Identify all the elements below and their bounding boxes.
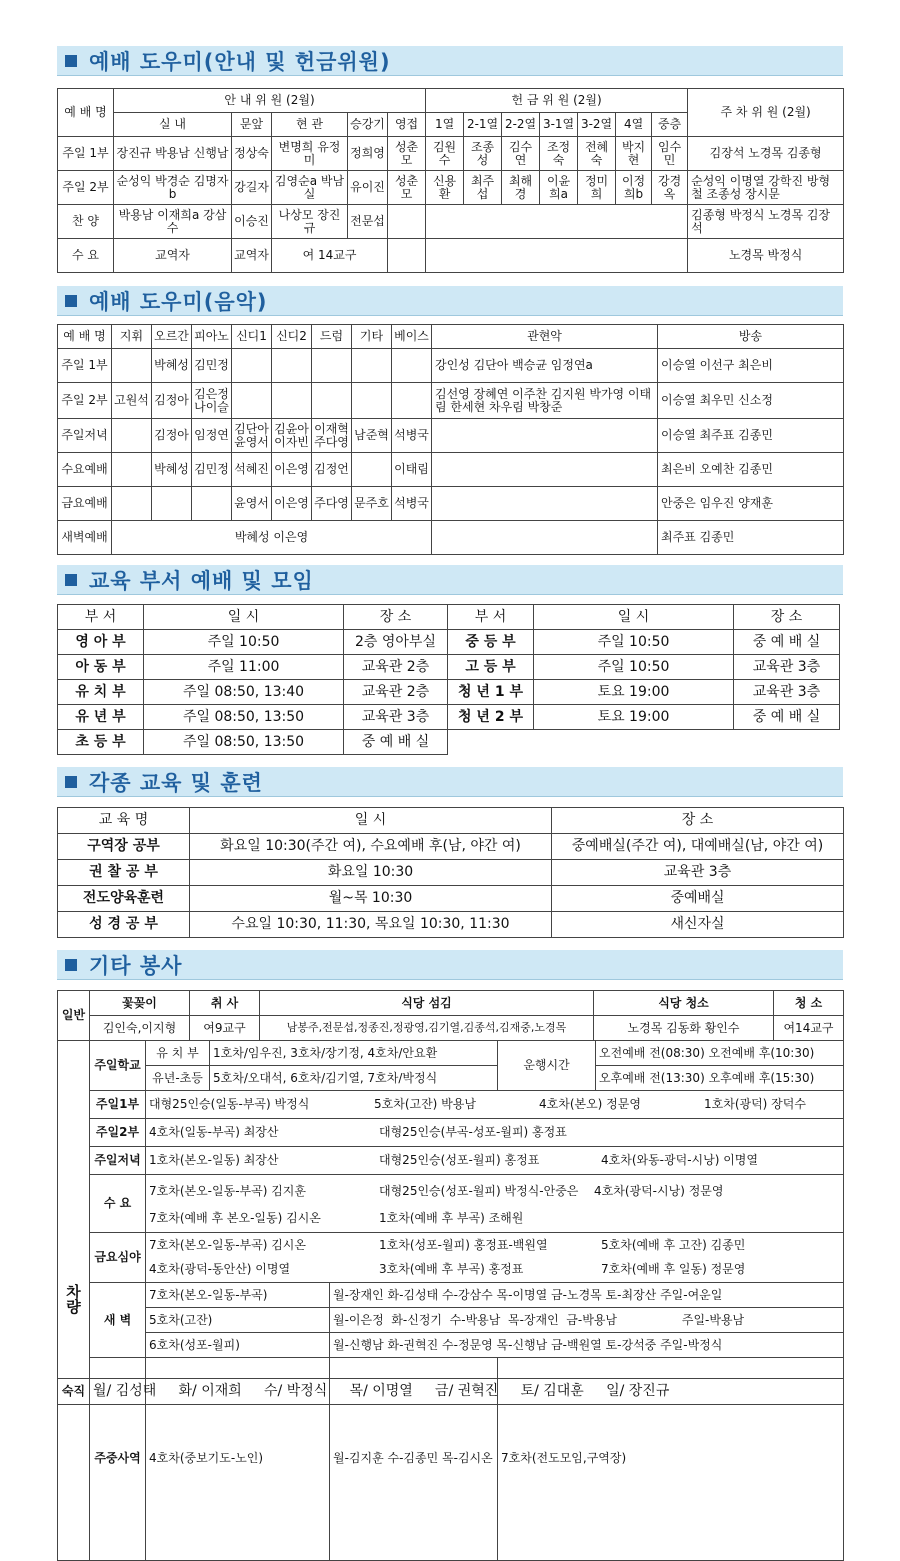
section-title-3: 교육 부서 예배 및 모임	[57, 565, 843, 595]
table-row: 권 찰 공 부 화요일 10:30 교육관 3층	[58, 860, 844, 886]
header-offering: 헌 금 위 원 (2월)	[426, 89, 688, 113]
table-row: 초 등 부 주일 08:50, 13:50 중 예 배 실	[58, 730, 840, 755]
table-row: 숙직 월/ 김성태 화/ 이재희 수/ 박정식 목/ 이명열 금/ 권혁진 토/ 김대훈 일/ 장진규	[58, 1379, 844, 1405]
table-row: 주일 2부 순성익 박경순 김명자b 강길자 김영순a 박남실 유이진 성춘모 신용환 최주섭 최해경 이윤희a 정미희 이정희b 강경옥 순성익 이명열 강학진 방형철 조종성 장시문	[58, 171, 844, 205]
square-bullet-icon	[65, 959, 77, 971]
header-row: 교 육 명 일 시 장 소	[58, 808, 844, 834]
table-vehicle	[57, 1040, 844, 1561]
table-row: 유 년 부 주일 08:50, 13:50 교육관 3층 청 년 2 부 토요 19:00 중 예 배 실	[58, 705, 840, 730]
header-row: 부 서 일 시 장 소 부 서 일 시 장 소	[58, 605, 840, 630]
table-row: 찬 양 박용남 이재희a 강삼수 이승진 나상모 장진규 전문섭 김종형 박정식 노경목 김장석	[58, 205, 844, 239]
table-row: 6호차(성포-월피) 월-신행남 화-권혁진 수-정문영 목-신행남 금-백원열 토-강석중 주일-박정식	[58, 1333, 844, 1358]
table-row: 금요심야 7호차(본오-일동-부곡) 김시온 1호차(성포-월피) 홍정표-백원열 5호차(예배 후 고잔) 김종민 4호차(광덕-동안산) 이명열 3호차(예배 후 부곡) 홍정표 7호차(예배 후 일동) 정문영	[58, 1233, 844, 1283]
subheader-row: 실 내 문앞 현 관 승강기 영접 1열 2-1열 2-2열 3-1열 3-2열 4열 중층	[58, 113, 844, 137]
section-title-2: 예배 도우미(음악)	[57, 286, 843, 316]
table-row: 주중사역 4호차(중보기도-노인) 월-김지훈 수-김종민 목-김시온 7호차(전도모임,구역장)	[58, 1358, 844, 1561]
table-row: 구역장 공부 화요일 10:30(주간 여), 수요예배 후(남, 야간 여) 중예배실(주간 여), 대예배실(남, 야간 여)	[58, 834, 844, 860]
table-row: 수 요 7호차(본오-일동-부곡) 김지훈 대형25인승(성포-월피) 박정식-안중은 4호차(광덕-시낭) 정문영 7호차(예배 후 본오-일동) 김시온 1호차(예배 후 부곡) 조해원	[58, 1175, 844, 1233]
square-bullet-icon	[65, 55, 77, 67]
table-row: 김인숙,이지형 여9교구 남봉주,전문섭,정종진,정광영,김기열,김종석,김재중,노경목 노경목 김동화 황인수 여14교구	[58, 1016, 844, 1041]
table-row: 영 아 부 주일 10:50 2층 영아부실 중 등 부 주일 10:50 중 예 배 실	[58, 630, 840, 655]
section-title-5: 기타 봉사	[57, 950, 843, 980]
table-row: 전도양육훈련 월~목 10:30 중예배실	[58, 886, 844, 912]
table-row: 새벽예배 박혜성 이은영 최주표 김종민	[58, 521, 844, 555]
section-music	[57, 286, 843, 316]
table-row: 금요예배 윤영서 이은영 주다영 문주호 석병국 안중은 임우진 양재훈	[58, 487, 844, 521]
square-bullet-icon	[65, 574, 77, 586]
header-row: 일반 꽃꽂이 취 사 식당 섬김 식당 청소 청 소	[58, 991, 844, 1016]
section-title-4: 각종 교육 및 훈련	[57, 767, 843, 797]
header-service-name: 예 배 명	[58, 89, 114, 137]
table-education-dept	[57, 604, 840, 755]
section-title-1: 예배 도우미(안내 및 헌금위원)	[57, 46, 843, 76]
table-row: 새 벽 7호차(본오-일동-부곡) 월-장재인 화-김성태 수-강삼수 목-이명열 금-노경목 토-최장산 주일-여운일	[58, 1283, 844, 1308]
table-row: 주일저녁 1호차(본오-일동) 최장산 대형25인승(성포-월피) 홍정표 4호차(와동-광덕-시낭) 이명열	[58, 1147, 844, 1175]
table-row: 주일저녁 김정아 임정연 김단아 윤영서 김윤아 이자빈 이재혁 주다영 남준혁 석병국 이승열 최주표 김종민	[58, 419, 844, 453]
table-ushers-offering	[57, 88, 844, 273]
section-other-service	[57, 950, 843, 980]
table-row: 차량 주일학교 유 치 부 1호차/임우진, 3호차/장기정, 4호차/안요환 운행시간 오전예배 전(08:30) 오전예배 후(10:30)	[58, 1041, 844, 1066]
table-row: 수 요 교역자 교역자 여 14교구 노경목 박정식	[58, 239, 844, 273]
table-general-service	[57, 990, 844, 1041]
header-row: 예 배 명 지휘 오르간 피아노 신디1 신디2 드럼 기타 베이스 관현악 방송	[58, 325, 844, 349]
table-row: 아 동 부 주일 11:00 교육관 2층 고 등 부 주일 10:50 교육관 3층	[58, 655, 840, 680]
section-education-dept	[57, 565, 843, 595]
table-music	[57, 324, 844, 555]
header-ushers: 안 내 위 원 (2월)	[114, 89, 426, 113]
table-row: 주일2부 4호차(일동-부곡) 최장산 대형25인승(부곡-성포-월피) 홍정표	[58, 1119, 844, 1147]
section-training	[57, 767, 843, 797]
table-row: 성 경 공 부 수요일 10:30, 11:30, 목요일 10:30, 11:30 새신자실	[58, 912, 844, 938]
table-row: 주일 2부 고원석 김정아 김은정 나이슬 김선영 장혜연 이주찬 김지원 박가영 이태림 한세현 차우림 박창준 이승열 최우민 신소정	[58, 383, 844, 419]
table-night-duty	[57, 1378, 844, 1405]
table-row: 주일1부 대형25인승(일동-부곡) 박정식 5호차(고잔) 박용남 4호차(본오) 정문영 1호차(광덕) 장덕수	[58, 1091, 844, 1119]
section-worship-helpers	[57, 46, 843, 76]
table-training	[57, 807, 844, 938]
square-bullet-icon	[65, 776, 77, 788]
table-row: 수요예배 박혜성 김민정 석혜진 이은영 김정언 이태림 최은비 오예찬 김종민	[58, 453, 844, 487]
table-row: 5호차(고잔) 월-이은정 화-신정기 수-박용남 목-장재인 금-박용남 주일-박용남	[58, 1308, 844, 1333]
square-bullet-icon	[65, 295, 77, 307]
header-parking: 주 차 위 원 (2월)	[688, 89, 844, 137]
table-row: 유 치 부 주일 08:50, 13:40 교육관 2층 청 년 1 부 토요 19:00 교육관 3층	[58, 680, 840, 705]
table-row: 주일 1부 박혜성 김민정 강인성 김단아 백승균 임정연a 이승열 이선구 최은비	[58, 349, 844, 383]
table-row: 유년-초등 5호차/오대석, 6호차/김기열, 7호차/박정식 오후예배 전(13:30) 오후예배 후(15:30)	[58, 1066, 844, 1091]
table-row: 주일 1부 장진규 박용남 신행남 정상숙 변명희 유정미 정희영 성춘모 김원수 조종성 김수연 조정숙 전혜숙 박지현 임수민 김장석 노경목 김종형	[58, 137, 844, 171]
